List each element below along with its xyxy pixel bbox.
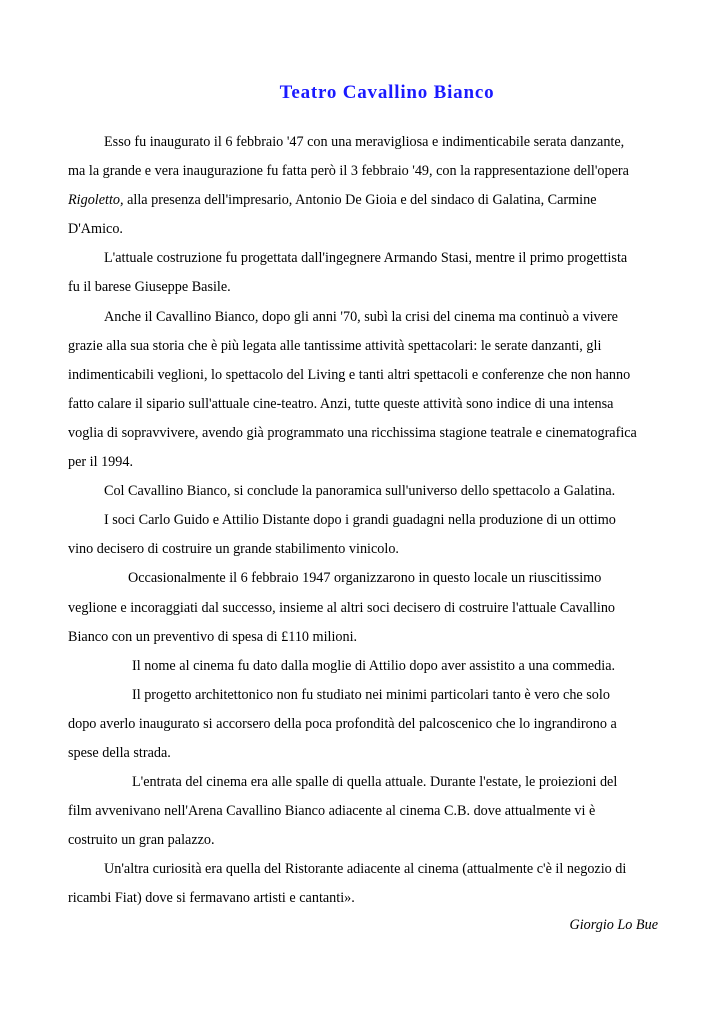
paragraph-7 (68, 652, 658, 681)
paragraph-9-line-1: L'entrata del cinema era alle spalle di quella attuale. Durante l'estate, le proiezioni del (132, 774, 618, 791)
paragraph-9-line-2: film avvenivano nell'Arena Cavallino Bianco adiacente al cinema C.B. dove attualmente vi è (68, 803, 596, 820)
paragraph-2-line-1: L'attuale costruzione fu progettata dall'ingegnere Armando Stasi, mentre il primo progettista (104, 250, 628, 267)
paragraph-6 (68, 564, 658, 651)
paragraph-10 (68, 855, 658, 913)
paragraph-4 (68, 477, 658, 506)
paragraph-7-line-1: Il nome al cinema fu dato dalla moglie di Attilio dopo aver assistito a una commedia. (132, 657, 616, 674)
paragraph-6-line-2: veglione e incoraggiati dal successo, insieme al altri soci decisero di costruire l'attuale Cavallino (68, 599, 616, 616)
paragraph-3 (68, 303, 658, 478)
paragraph-10-line-1: Un'altra curiosità era quella del Ristorante adiacente al cinema (attualmente c'è il negozio di (104, 861, 627, 878)
paragraph-5-line-1: I soci Carlo Guido e Attilio Distante dopo i grandi guadagni nella produzione di un ottimo (104, 512, 616, 529)
paragraph-3-line-6: per il 1994. (68, 454, 134, 471)
document-body (68, 128, 658, 936)
paragraph-2-line-2: fu il barese Giuseppe Basile. (68, 279, 231, 296)
paragraph-3-line-1: Anche il Cavallino Bianco, dopo gli anni '70, subì la crisi del cinema ma continuò a vivere (104, 308, 618, 325)
opera-title-rigoletto: Rigoletto, (68, 192, 124, 209)
paragraph-8-line-3: spese della strada. (68, 744, 171, 761)
paragraph-6-line-1: Occasionalmente il 6 febbraio 1947 organizzarono in questo locale un riuscitissimo (128, 570, 602, 587)
author-signature: Giorgio Lo Bue (569, 916, 658, 933)
paragraph-3-line-3: indimenticabili veglioni, lo spettacolo del Living e tanti altri spettacoli e conferenze che non hanno (68, 366, 631, 383)
paragraph-6-line-3: Bianco con un preventivo di spesa di £110 milioni. (68, 628, 358, 645)
paragraph-8 (68, 681, 658, 768)
paragraph-1-line-3: alla presenza dell'impresario, Antonio De Gioia e del sindaco di Galatina, Carmine (123, 192, 597, 209)
paragraph-3-line-2: grazie alla sua storia che è più legata alle tantissime attività spettacolari: le serate danzanti, gli (68, 337, 602, 354)
paragraph-1-line-2: ma la grande e vera inaugurazione fu fatta però il 3 febbraio '49, con la rappresentazione dell'opera (68, 163, 629, 180)
paragraph-3-line-5: voglia di sopravvivere, avendo già programmato una ricchissima stagione teatrale e cinematografica (68, 424, 637, 441)
paragraph-4-line-1: Col Cavallino Bianco, si conclude la panoramica sull'universo dello spettacolo a Galatina. (104, 483, 616, 500)
paragraph-5 (68, 506, 658, 564)
paragraph-9 (68, 768, 658, 855)
paragraph-10-line-2: ricambi Fiat) dove si fermavano artisti e cantanti». (68, 890, 355, 907)
paragraph-5-line-2: vino decisero di costruire un grande stabilimento vinicolo. (68, 541, 399, 558)
paragraph-2 (68, 244, 658, 302)
paragraph-8-line-2: dopo averlo inaugurato si accorsero della poca profondità del palcoscenico che lo ingrandirono a (68, 715, 617, 732)
page-title: Teatro Cavallino Bianco (279, 82, 495, 103)
paragraph-1 (68, 128, 658, 244)
paragraph-1-line-4: D'Amico. (68, 221, 123, 238)
paragraph-8-line-1: Il progetto architettonico non fu studiato nei minimi particolari tanto è vero che solo (132, 686, 610, 703)
paragraph-1-line-1: Esso fu inaugurato il 6 febbraio '47 con una meravigliosa e indimenticabile serata danzante, (104, 134, 625, 150)
paragraph-9-line-3: costruito un gran palazzo. (68, 832, 215, 849)
paragraph-3-line-4: fatto calare il sipario sull'attuale cine-teatro. Anzi, tutte queste attività sono indice di una intensa (68, 395, 614, 412)
